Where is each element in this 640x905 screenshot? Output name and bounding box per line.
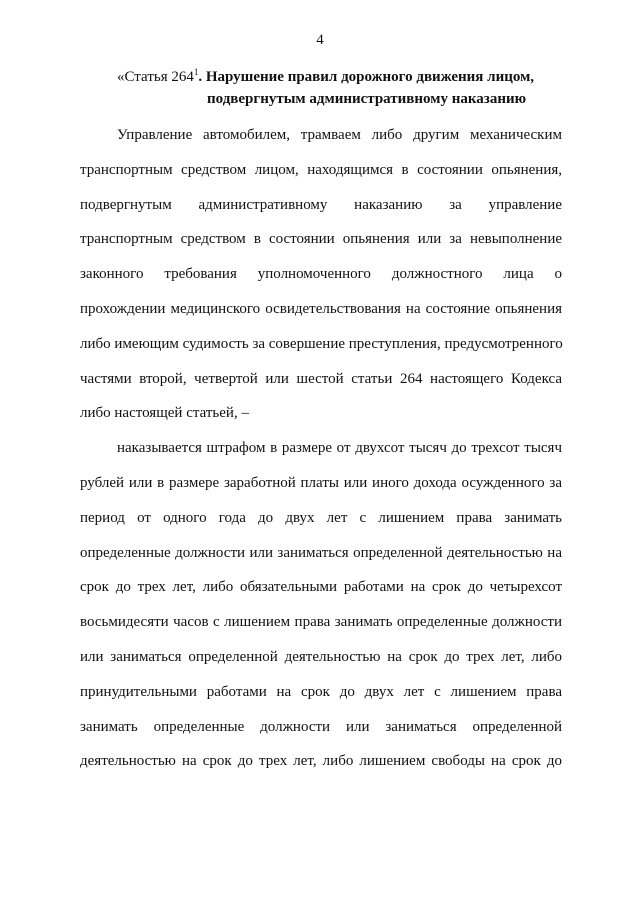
article-body: [80, 118, 562, 779]
article-title-line1: . Нарушение правил дорожного движения лицом,: [198, 69, 535, 85]
text-line: определенные должности или заниматься определенной деятельностью на: [80, 544, 562, 561]
text-line: наказывается штрафом в размере от двухсот тысяч до трехсот тысяч: [117, 440, 562, 457]
text-line: частями второй, четвертой или шестой статьи 264 настоящего Кодекса: [80, 370, 562, 387]
article-superscript: 1: [193, 67, 199, 77]
text-line: принудительными работами на срок до двух лет с лишением права: [80, 683, 562, 700]
text-line: занимать определенные должности или заниматься определенной: [80, 718, 562, 735]
text-line: подвергнутым административному наказанию за управление: [80, 196, 562, 213]
page-number: 4: [316, 32, 324, 48]
text-line: законного требования уполномоченного должностного лица о: [80, 266, 562, 283]
article-number: «Статья 264: [117, 69, 194, 85]
text-line: транспортным средством лицом, находящимся в состоянии опьянения,: [80, 161, 562, 178]
paragraph-sanction: [80, 431, 562, 779]
text-line: либо настоящей статьей, –: [80, 405, 249, 422]
text-line: период от одного года до двух лет с лишением права занимать: [80, 509, 562, 526]
text-line: прохождении медицинского освидетельствования на состояние опьянения: [80, 300, 562, 317]
text-line: транспортным средством в состоянии опьянения или за невыполнение: [80, 231, 562, 248]
article-heading: [117, 66, 557, 110]
text-line: рублей или в размере заработной платы или иного дохода осужденного за: [80, 474, 562, 491]
text-line: срок до трех лет, либо обязательными работами на срок до четырехсот: [80, 579, 562, 596]
paragraph-disposition: [80, 118, 562, 431]
text-line: восьмидесяти часов с лишением права занимать определенные должности: [80, 614, 562, 631]
text-line: либо имеющим судимость за совершение преступления, предусмотренного: [80, 335, 563, 352]
text-line: или заниматься определенной деятельностью на срок до трех лет, либо: [80, 648, 562, 665]
text-line: деятельностью на срок до трех лет, либо лишением свободы на срок до: [80, 753, 562, 770]
text-line: Управление автомобилем, трамваем либо другим механическим: [117, 127, 562, 143]
article-title-line2: подвергнутым административному наказанию: [207, 91, 527, 107]
